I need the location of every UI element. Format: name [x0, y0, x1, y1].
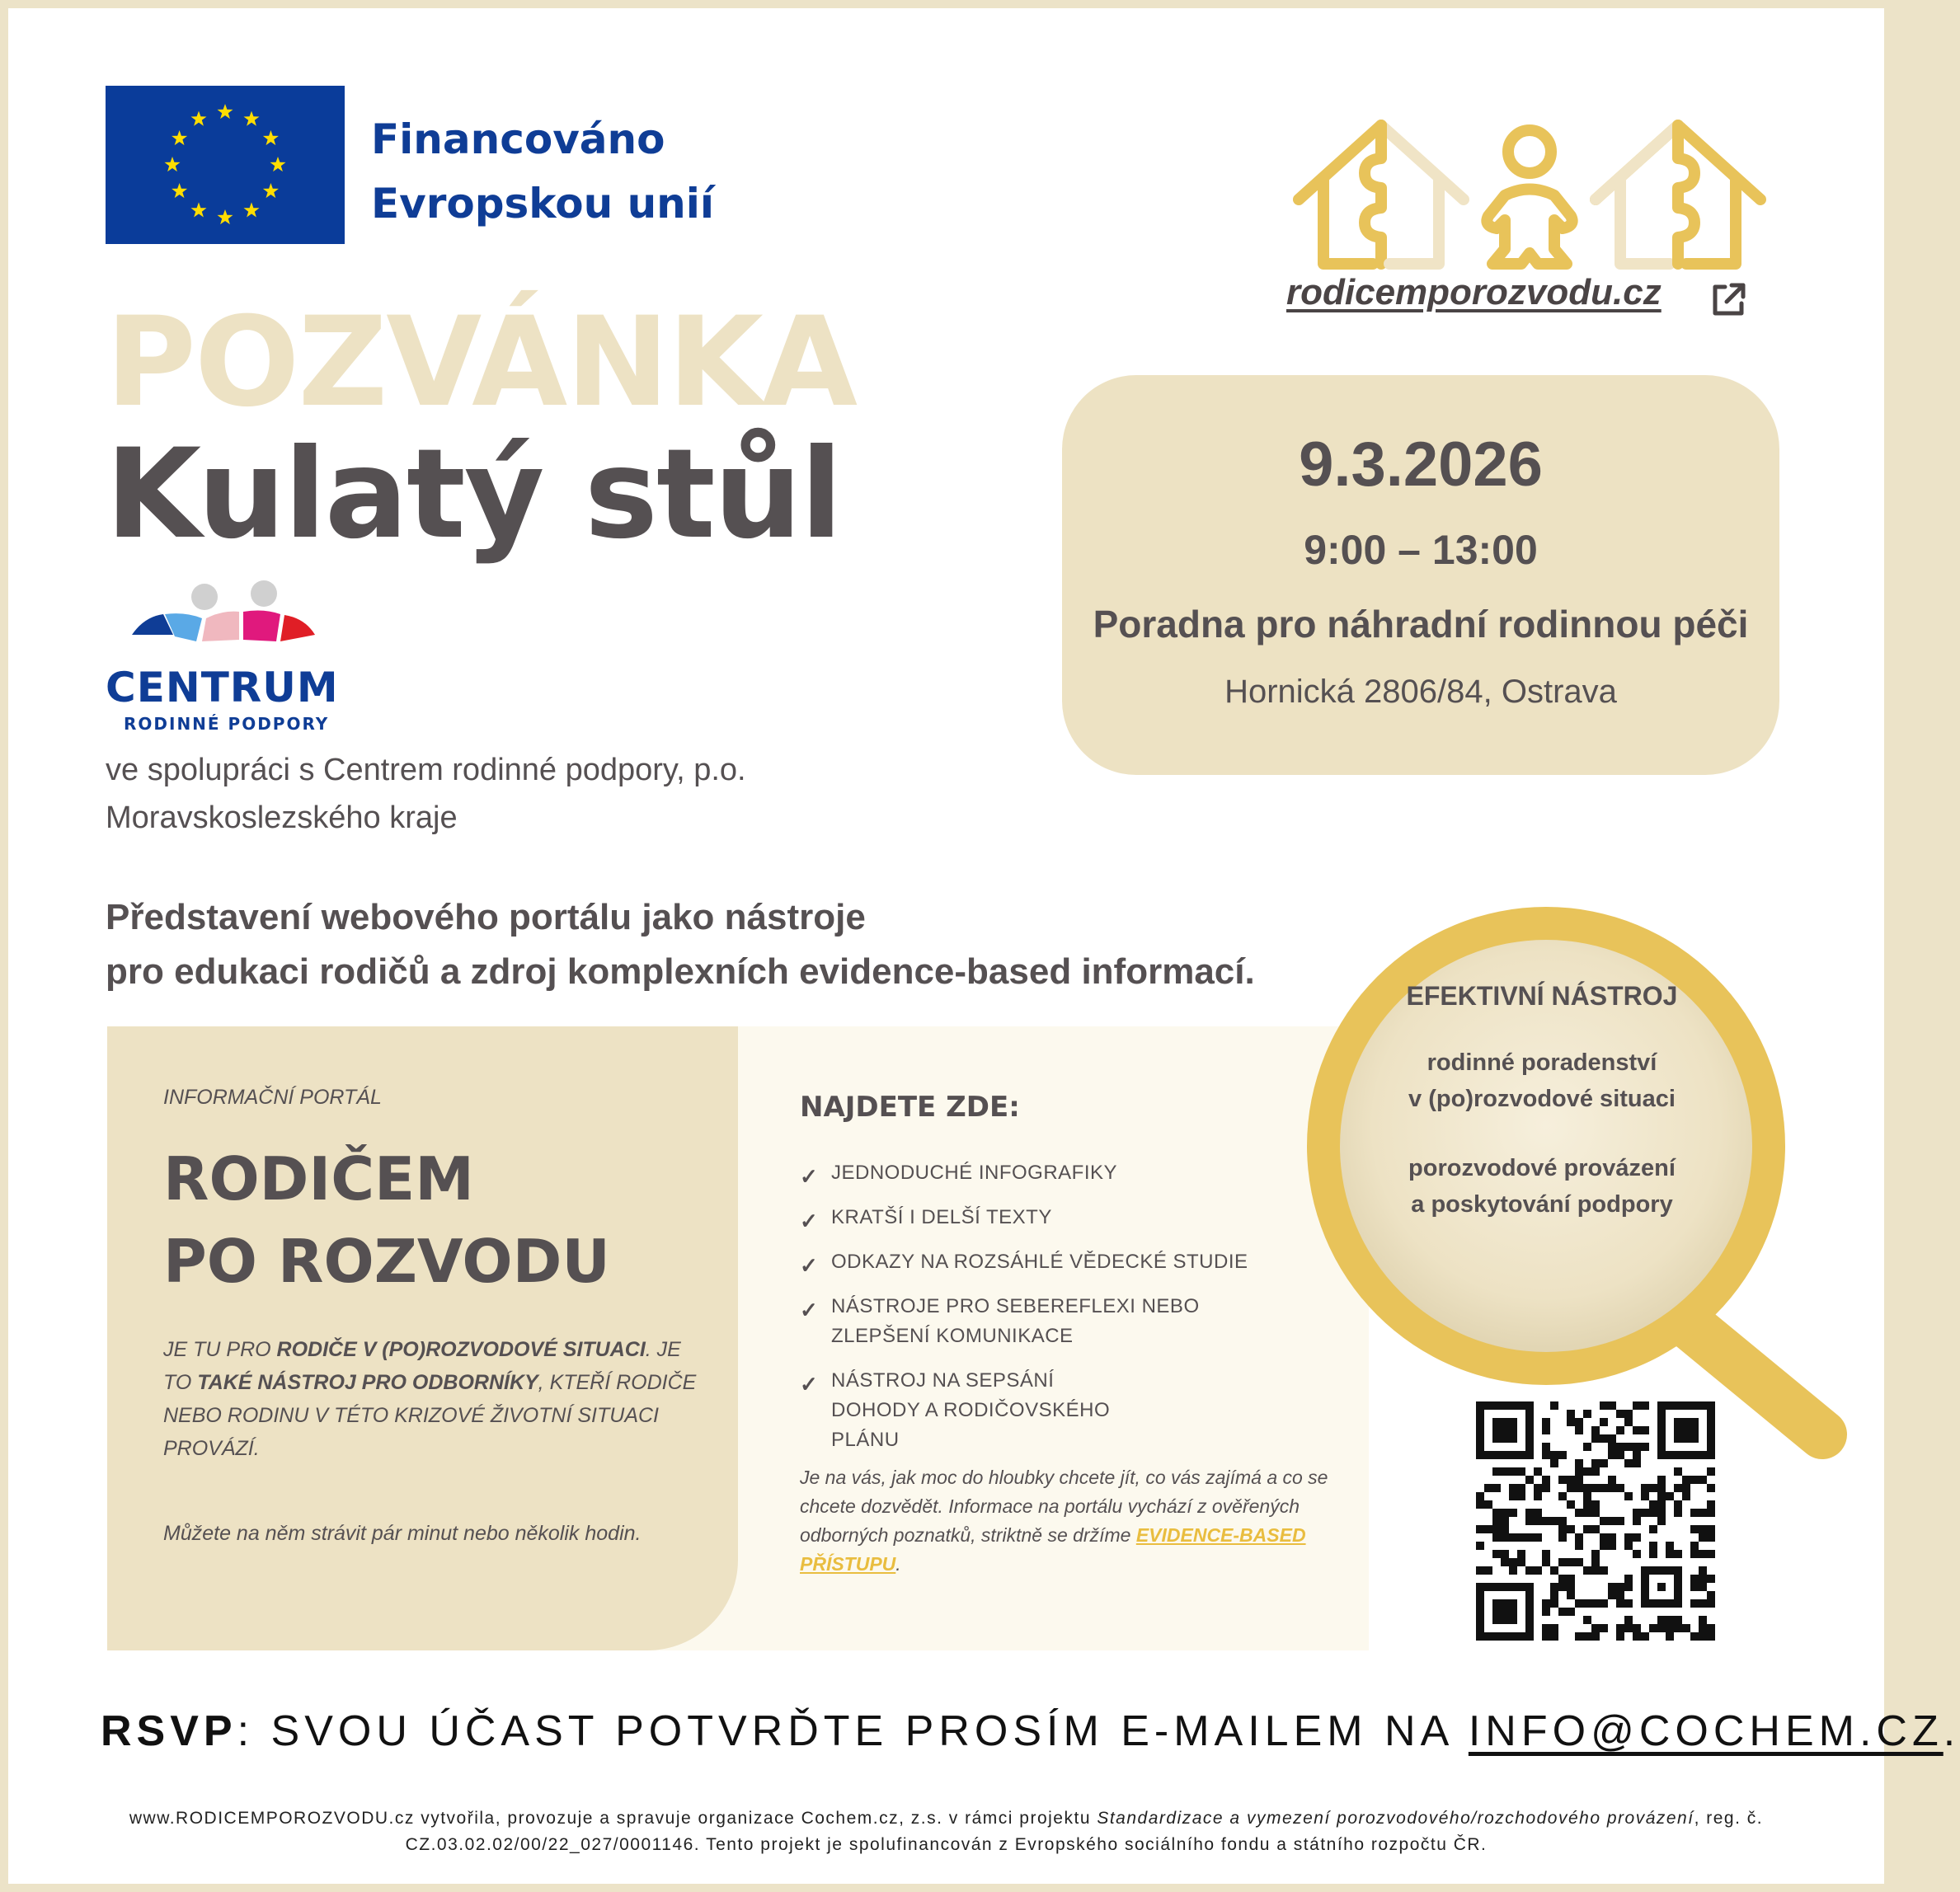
rsvp-email-link[interactable]: INFO@COCHEM.CZ [1468, 1707, 1944, 1755]
magnifier-title: EFEKTIVNÍ NÁSTROJ [1406, 981, 1678, 1011]
check-icon: ✓ [800, 1372, 819, 1397]
check-icon: ✓ [800, 1209, 819, 1233]
event-date: 9.3.2026 [1299, 430, 1543, 500]
list-item: ✓ NÁSTROJ NA SEPSÁNÍ DOHODY A RODIČOVSKÉHO PLÁNU [800, 1369, 1111, 1451]
portal-desc-c: . JE TO [163, 1338, 681, 1394]
coop-line-2: Moravskoslezského kraje [106, 800, 458, 835]
event-details-card [1062, 375, 1779, 775]
check-icon: ✓ [800, 1298, 819, 1322]
check-icon: ✓ [800, 1164, 819, 1189]
cooperation-text [106, 746, 746, 842]
external-link-icon[interactable] [1709, 280, 1748, 320]
event-time: 9:00 – 13:00 [1304, 527, 1538, 573]
centrum-logo-text: CENTRUM [106, 664, 339, 711]
page-title: Kulatý stůl [106, 423, 841, 566]
portal-panel [107, 1026, 1369, 1650]
list-item: ✓ ODKAZY NA ROZSÁHLÉ VĚDECKÉ STUDIE [800, 1247, 1295, 1277]
magnifier-line-3: porozvodové provázení [1408, 1155, 1676, 1181]
qr-code[interactable] [1476, 1401, 1715, 1641]
coop-line-1: ve spolupráci s Centrem rodinné podpory, p.o. [106, 753, 746, 787]
portal-title-line-2: PO ROZVODU [163, 1227, 610, 1296]
list-item: ✓ NÁSTROJE PRO SEBEREFLEXI NEBO ZLEPŠENÍ KOMUNIKACE [800, 1295, 1200, 1347]
portal-kicker: INFORMAČNÍ PORTÁL [163, 1086, 382, 1109]
rsvp-line: RSVP: SVOU ÚČAST POTVRĎTE PROSÍM E-MAILEM NA INFO@COCHEM.CZ. [101, 1707, 1960, 1755]
portal-title [163, 1138, 610, 1303]
magnifier-line-4: a poskytování podpory [1411, 1191, 1673, 1218]
portal-description [163, 1333, 699, 1465]
centrum-logo-icon [124, 577, 338, 655]
intro-line-2: pro edukaci rodičů a zdroj komplexních evidence-based informací. [106, 951, 1255, 992]
event-place: Poradna pro náhradní rodinnou péči [1093, 603, 1749, 646]
check-icon: ✓ [800, 1253, 819, 1278]
magnifier-line-2: v (po)rozvodové situaci [1408, 1086, 1676, 1112]
portal-desc-d: TAKÉ NÁSTROJ PRO ODBORNÍKY [197, 1371, 538, 1394]
invitation-page [8, 8, 1960, 1884]
portal-time-note: Můžete na něm strávit pár minut nebo několik hodin. [163, 1522, 642, 1545]
website-link[interactable]: rodicemporozvodu.cz [1286, 272, 1662, 312]
eu-line-1: Financováno [371, 115, 665, 163]
houses-puzzle-family-icon [1282, 109, 1777, 274]
centrum-logo-subtitle: RODINNÉ PODPORY [124, 714, 330, 734]
portal-desc-a: JE TU PRO [163, 1338, 277, 1361]
portal-title-line-1: RODIČEM [163, 1144, 474, 1214]
event-address: Hornická 2806/84, Ostrava [1224, 674, 1617, 710]
eu-flag-icon [106, 86, 345, 244]
portal-left-card [107, 1026, 738, 1650]
footer-text: www.RODICEMPOROZVODU.cz vytvořila, provozuje a spravuje organizace Cochem.cz, z.s. v rámci projektu Standardizace a vymezení porozvodového/rozchodového provázení, reg. č. CZ.03.02.02/00/22_027/0001146. Tento projekt je spolufinancován z Evropského sociálního fondu a státního rozpočtu ČR. [129, 1809, 1764, 1854]
magnifier-text [1348, 981, 1736, 1223]
intro-text [106, 890, 1255, 999]
portal-desc-b: RODIČE V (PO)ROZVODOVÉ SITUACI [276, 1338, 646, 1361]
rsvp-label: RSVP [101, 1707, 237, 1755]
eu-funding-text [371, 107, 714, 236]
invitation-kicker: POZVÁNKA [106, 291, 857, 434]
eu-line-2: Evropskou unií [371, 180, 715, 228]
evidence-based-link[interactable]: EVIDENCE-BASED PŘÍSTUPU [800, 1524, 1306, 1575]
list-item: ✓ KRATŠÍ I DELŠÍ TEXTY [800, 1203, 1295, 1232]
intro-line-1: Představení webového portálu jako nástroje [106, 897, 866, 937]
find-here-list [800, 1158, 1295, 1470]
portal-desc-e: , KTEŘÍ RODIČE NEBO RODINU V TÉTO KRIZOVÉ ŽIVOTNÍ SITUACI PROVÁZÍ. [163, 1371, 697, 1460]
portal-note: Je na vás, jak moc do hloubky chcete jít, co vás zajímá a co se chcete dozvědět. Informace na portálu vychází z ověřených odborných poznatků, striktně se držíme EVIDENCE-BASED PŘÍSTUPU. [800, 1467, 1328, 1575]
list-item: ✓ JEDNODUCHÉ INFOGRAFIKY [800, 1158, 1295, 1188]
magnifier-line-1: rodinné poradenství [1427, 1049, 1657, 1076]
find-here-heading: NAJDETE ZDE: [800, 1091, 1020, 1124]
